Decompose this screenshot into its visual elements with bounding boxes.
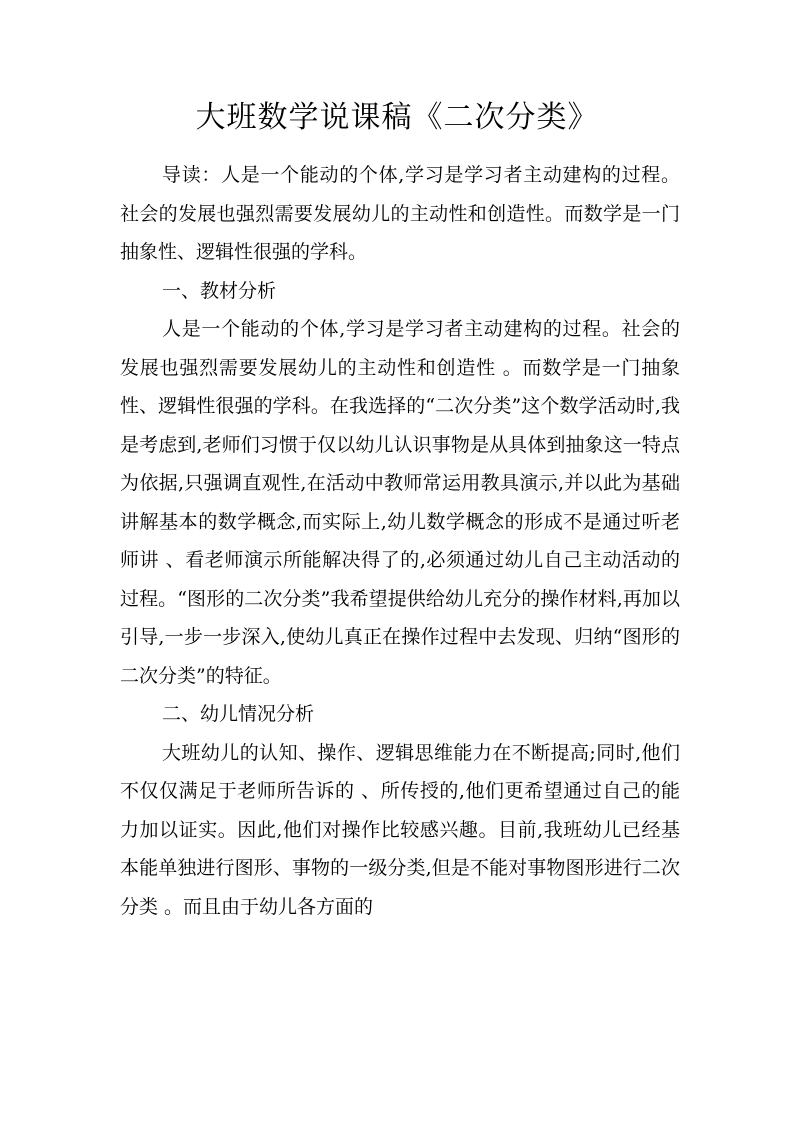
section-heading-materials: 一、教材分析 <box>162 279 277 302</box>
document-title: 大班数学说课稿《二次分类》 <box>195 100 599 135</box>
document-body <box>120 156 680 926</box>
section-paragraph-materials: 人是一个能动的个体,学习是学习者主动建构的过程。社会的发展也强烈需要发展幼儿的主动性和创造性 。而数学是一门抽象性、逻辑性很强的学科。在我选择的“二次分类”这个数学活动时,我是考虑到,老师们习惯于仅以幼儿认识事物是从具体到抽象这一特点为依据,只强调直观性,在活动中教师常运用教具演示,并以此为基础讲解基本的数学概念,而实际上,幼儿数学概念的形成不是通过听老师讲 、看老师演示所能解决得了的,必须通过幼儿自己主动活动的过程。“图形的二次分类”我希望提供给幼儿充分的操作材料,再加以引导,一步一步深入,使幼儿真正在操作过程中去发现、归纳“图形的二次分类”的特征。 <box>120 318 680 687</box>
section-paragraph-children: 大班幼儿的认知、操作、逻辑思维能力在不断提高;同时,他们不仅仅满足于老师所告诉的 、所传授的,他们更希望通过自己的能力加以证实。因此,他们对操作比较感兴趣。目前,我班幼儿已经基本能单独进行图形、事物的一级分类,但是不能对事物图形进行二次分类 。而且由于幼儿各方面的 <box>120 741 680 918</box>
intro-paragraph: 导读：人是一个能动的个体,学习是学习者主动建构的过程。社会的发展也强烈需要发展幼儿的主动性和创造性。而数学是一门抽象性、逻辑性很强的学科。 <box>120 164 680 263</box>
section-heading-children: 二、幼儿情况分析 <box>162 703 315 725</box>
